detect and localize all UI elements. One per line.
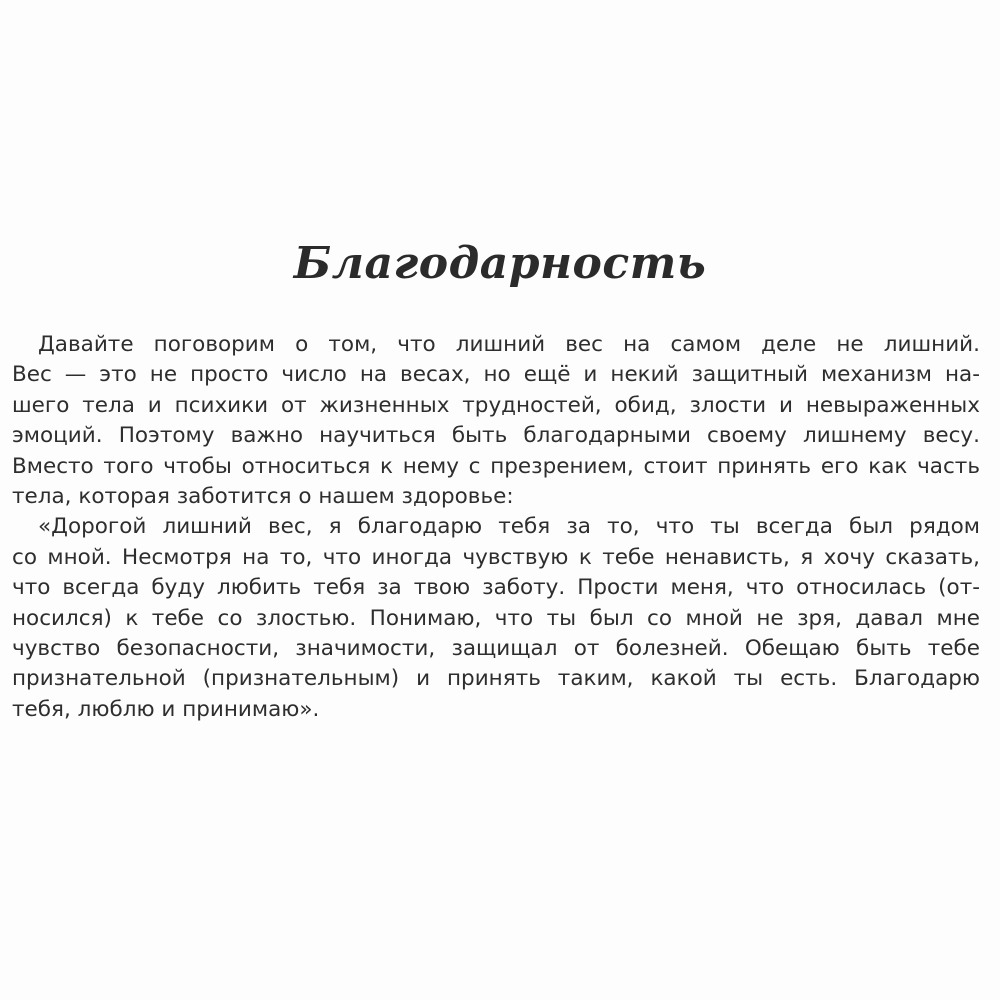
text-line: тебя, люблю и принимаю». — [12, 696, 320, 722]
text-line: что всегда буду любить тебя за твою заботу. Прости меня, что относилась (от- — [12, 575, 980, 601]
text-line: чувство безопасности, значимости, защищал от болезней. Обещаю быть тебе — [12, 636, 980, 662]
text-line: Вес — это не просто число на весах, но ещё и некий защитный механизм на- — [12, 362, 980, 388]
text-line: признательной (признательным) и принять таким, какой ты есть. Благодарю — [12, 666, 980, 692]
text-line: шего тела и психики от жизненных трудностей, обид, злости и невыраженных — [12, 392, 980, 418]
text-line: со мной. Несмотря на то, что иногда чувствую к тебе ненависть, я хочу сказать, — [12, 544, 980, 570]
text-line: Вместо того чтобы относиться к нему с презрением, стоит принять его как часть — [12, 453, 980, 479]
paragraph-affirmation — [12, 512, 980, 725]
text-line: эмоций. Поэтому важно научиться быть благодарными своему лишнему весу. — [12, 423, 980, 449]
paragraph-intro — [12, 330, 980, 512]
body-text — [12, 330, 980, 725]
text-line: тела, которая заботится о нашем здоровье: — [12, 484, 514, 510]
text-line: «Дорогой лишний вес, я благодарю тебя за то, что ты всегда был рядом — [38, 514, 980, 540]
page-title: Благодарность — [293, 238, 707, 289]
text-line: Давайте поговорим о том, что лишний вес на самом деле не лишний. — [38, 332, 980, 357]
text-line: носился) к тебе со злостью. Понимаю, что ты был со мной не зря, давал мне — [12, 605, 980, 631]
